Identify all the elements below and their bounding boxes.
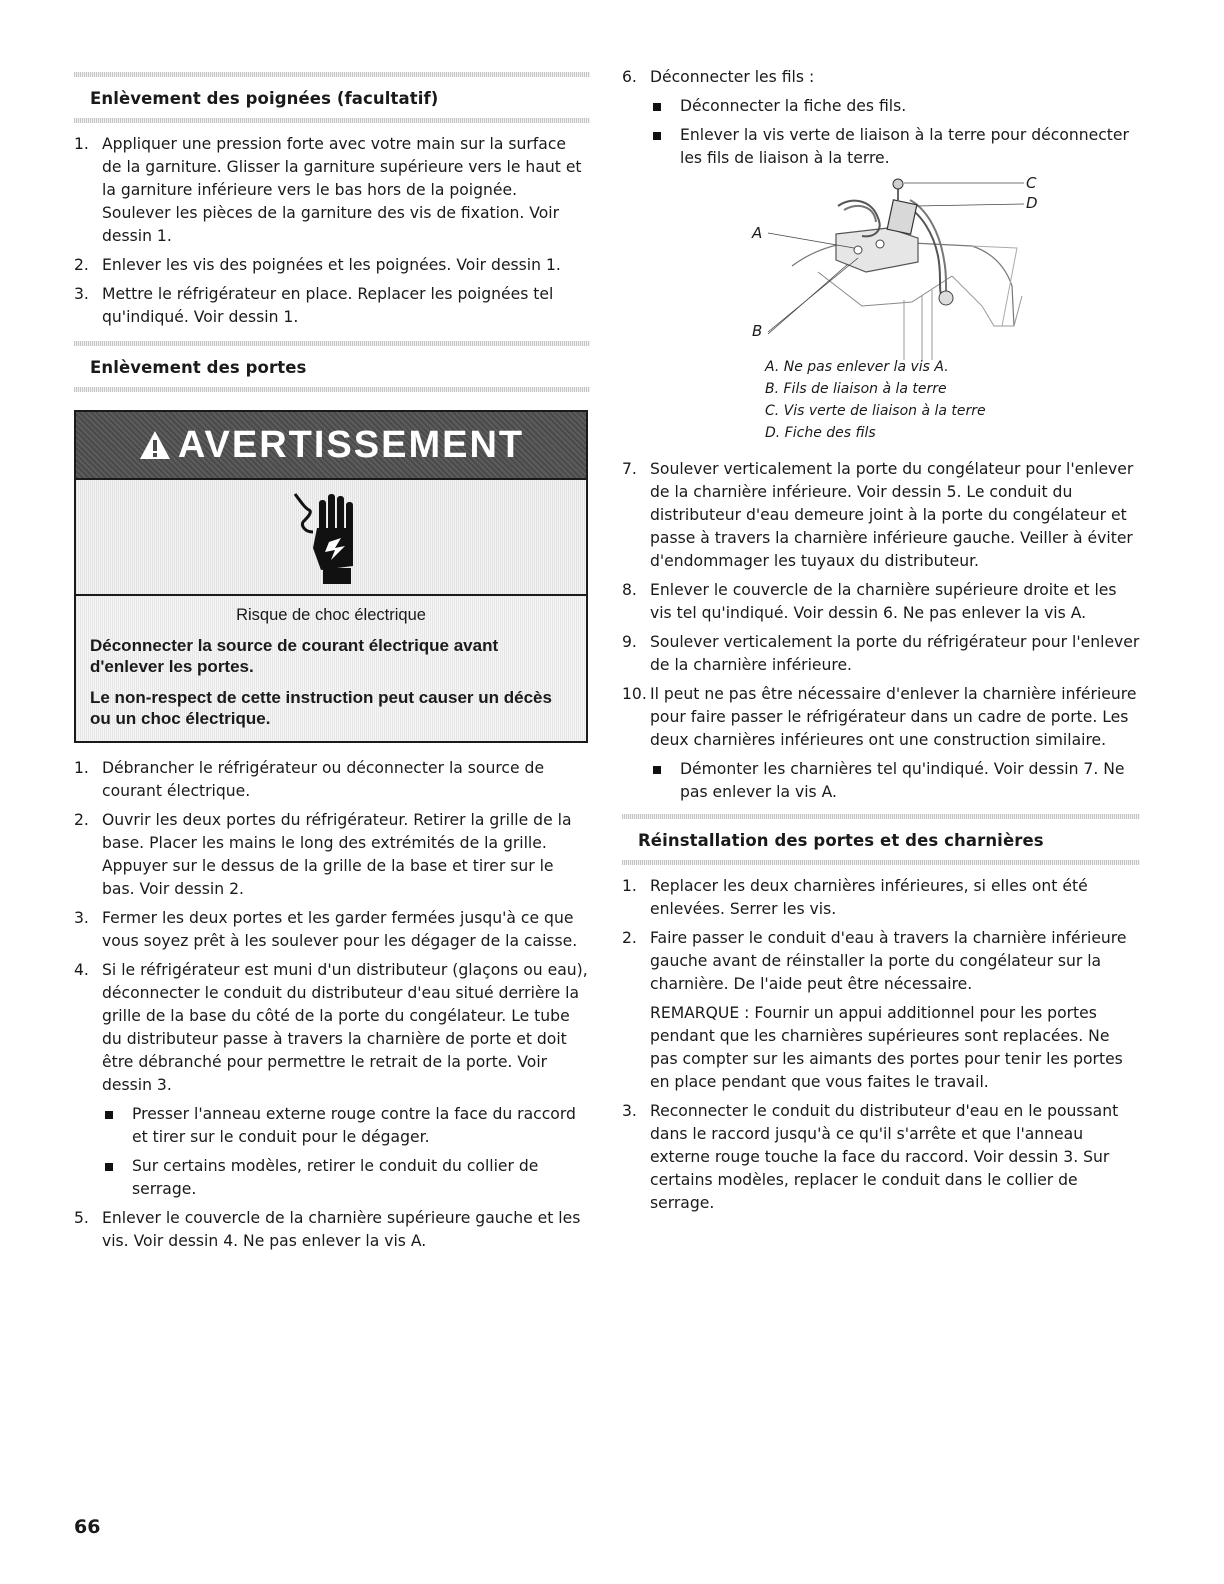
- step-number: 3.: [74, 909, 89, 927]
- step-text: Il peut ne pas être nécessaire d'enlever la charnière inférieure pour faire passer le réfrigérateur dans un cadre de porte. Les deux charnières inférieures ont une construction similaire.: [650, 685, 1137, 749]
- section-title-handles: Enlèvement des poignées (facultatif): [90, 89, 439, 108]
- step-number: 1.: [74, 759, 89, 777]
- reinstall-steps: [622, 875, 1140, 1215]
- step-number: 7.: [622, 460, 637, 478]
- handles-steps: [74, 133, 590, 329]
- step-number: 3.: [622, 1102, 637, 1120]
- doors-steps-continued: [622, 458, 1140, 804]
- step-number: 2.: [74, 811, 89, 829]
- page-number: 66: [74, 1516, 101, 1538]
- step-number: 9.: [622, 633, 637, 651]
- list-item: [622, 579, 1140, 625]
- bullet-list: [650, 758, 1140, 804]
- warning-risk: Risque de choc électrique: [236, 606, 426, 624]
- step-6-list: [622, 66, 1140, 170]
- step-number: 5.: [74, 1209, 89, 1227]
- label-d: D: [1026, 194, 1038, 212]
- section-title-doors: Enlèvement des portes: [90, 358, 307, 377]
- warning-pictogram: [76, 478, 586, 596]
- step-number: 3.: [74, 285, 89, 303]
- right-column: [622, 0, 1140, 1221]
- step-number: 1.: [622, 877, 637, 895]
- step-text: Soulever verticalement la porte du réfrigérateur pour l'enlever de la charnière inférieure.: [650, 633, 1140, 674]
- list-item: [622, 631, 1140, 677]
- step-number: 1.: [74, 135, 89, 153]
- step-text: Fermer les deux portes et les garder fermées jusqu'à ce que vous soyez prêt à les soulever pour les dégager de la caisse.: [102, 909, 578, 950]
- bullet-list: [650, 95, 1140, 170]
- step-number: 2.: [622, 929, 637, 947]
- electric-shock-hand-icon: [291, 488, 371, 586]
- step-text: Enlever le couvercle de la charnière supérieure gauche et les vis. Voir dessin 4. Ne pas enlever la vis A.: [102, 1209, 581, 1250]
- step-text: Déconnecter les fils :: [650, 68, 815, 86]
- bullet-item: Sur certains modèles, retirer le conduit du collier de serrage.: [102, 1155, 590, 1201]
- list-item: [74, 907, 590, 953]
- step-text: Appliquer une pression forte avec votre main sur la surface de la garniture. Glisser la garniture supérieure vers le haut et la garniture inférieure vers le bas hors de la poignée. Soulever les pièces de la garniture des vis de fixation. Voir dessin 1.: [102, 135, 582, 245]
- warning-title: AVERTISSEMENT: [177, 423, 525, 466]
- bullet-item: Démonter les charnières tel qu'indiqué. Voir dessin 7. Ne pas enlever la vis A.: [650, 758, 1140, 804]
- left-column: [74, 0, 590, 1259]
- section-title-reinstall: Réinstallation des portes et des charnières: [638, 831, 1044, 850]
- step-text: Faire passer le conduit d'eau à travers la charnière inférieure gauche avant de réinstaller la porte du congélateur sur la charnière. De l'aide peut être nécessaire.: [650, 929, 1127, 993]
- list-item: [74, 959, 590, 1201]
- list-item: [74, 757, 590, 803]
- label-c: C: [1026, 174, 1037, 192]
- list-item: [74, 809, 590, 901]
- warning-triangle-icon: [138, 429, 172, 461]
- step-text: Si le réfrigérateur est muni d'un distributeur (glaçons ou eau), déconnecter le conduit du distributeur d'eau situé derrière la grille de la base du côté de la porte du congélateur. Le tube du distributeur passe à travers la charnière de porte et doit être débranché pour permettre le retrait de la porte. Voir dessin 3.: [102, 961, 588, 1094]
- warning-box: [74, 410, 588, 743]
- caption-b: B. Fils de liaison à la terre: [765, 381, 947, 397]
- section-rule: [74, 387, 590, 392]
- remark-note: REMARQUE : Fournir un appui additionnel pour les portes pendant que les charnières supérieures sont replacées. Ne pas compter sur les aimants des portes pour tenir les portes en place pendant que vous faites le travail.: [650, 1004, 1123, 1091]
- bullet-list: [102, 1103, 590, 1201]
- warning-consequence: Le non-respect de cette instruction peut causer un décès ou un choc électrique.: [90, 688, 552, 728]
- label-b: B: [752, 322, 763, 340]
- bullet-item: Déconnecter la fiche des fils.: [650, 95, 1140, 118]
- step-text: Enlever le couvercle de la charnière supérieure droite et les vis tel qu'indiqué. Voir dessin 6. Ne pas enlever la vis A.: [650, 581, 1117, 622]
- list-item: [622, 683, 1140, 804]
- step-number: 8.: [622, 581, 637, 599]
- list-item: [622, 1100, 1140, 1215]
- list-item: [622, 927, 1140, 1094]
- step-text: Soulever verticalement la porte du congélateur pour l'enlever de la charnière inférieure. Voir dessin 5. Le conduit du distributeur d'eau demeure joint à la porte du congélateur et passe à travers la charnière inférieure gauche. Veiller à éviter d'endommager les tuyaux du distributeur.: [650, 460, 1134, 570]
- list-item: [74, 254, 590, 277]
- bullet-item: Enlever la vis verte de liaison à la terre pour déconnecter les fils de liaison à la terre.: [650, 124, 1140, 170]
- list-item: [74, 283, 590, 329]
- step-text: Débrancher le réfrigérateur ou déconnecter la source de courant électrique.: [102, 759, 545, 800]
- hinge-drawing: [622, 176, 1140, 360]
- step-number: 2.: [74, 256, 89, 274]
- step-text: Ouvrir les deux portes du réfrigérateur. Retirer la grille de la base. Placer les mains le long des extrémités de la grille. Appuyer sur le dessus de la grille de la base et tirer sur le bas. Voir dessin 2.: [102, 811, 572, 898]
- step-text: Replacer les deux charnières inférieures, si elles ont été enlevées. Serrer les vis.: [650, 877, 1088, 918]
- hinge-wiring-illustration: [622, 176, 1140, 416]
- caption-a: A. Ne pas enlever la vis A.: [765, 359, 949, 375]
- caption-c: C. Vis verte de liaison à la terre: [765, 403, 986, 419]
- list-item: [622, 66, 1140, 170]
- list-item: [74, 1207, 590, 1253]
- doors-steps: [74, 757, 590, 1253]
- bullet-item: Presser l'anneau externe rouge contre la face du raccord et tirer sur le conduit pour le dégager.: [102, 1103, 590, 1149]
- warning-header: [76, 412, 586, 478]
- caption-d: D. Fiche des fils: [765, 425, 876, 441]
- list-item: [74, 133, 590, 248]
- step-number: 6.: [622, 68, 637, 86]
- warning-instruction: Déconnecter la source de courant électrique avant d'enlever les portes.: [90, 636, 499, 676]
- label-a: A: [752, 224, 763, 242]
- list-item: [622, 458, 1140, 573]
- step-text: Reconnecter le conduit du distributeur d'eau en le poussant dans le raccord jusqu'à ce qu'il s'arrête et que l'anneau externe rouge touche la face du raccord. Voir dessin 3. Sur certains modèles, replacer le conduit dans le collier de serrage.: [650, 1102, 1119, 1212]
- step-number: 10.: [622, 685, 647, 703]
- step-number: 4.: [74, 961, 89, 979]
- list-item: [622, 875, 1140, 921]
- step-text: Enlever les vis des poignées et les poignées. Voir dessin 1.: [102, 256, 561, 274]
- warning-body: [76, 596, 586, 741]
- step-text: Mettre le réfrigérateur en place. Replacer les poignées tel qu'indiqué. Voir dessin 1.: [102, 285, 554, 326]
